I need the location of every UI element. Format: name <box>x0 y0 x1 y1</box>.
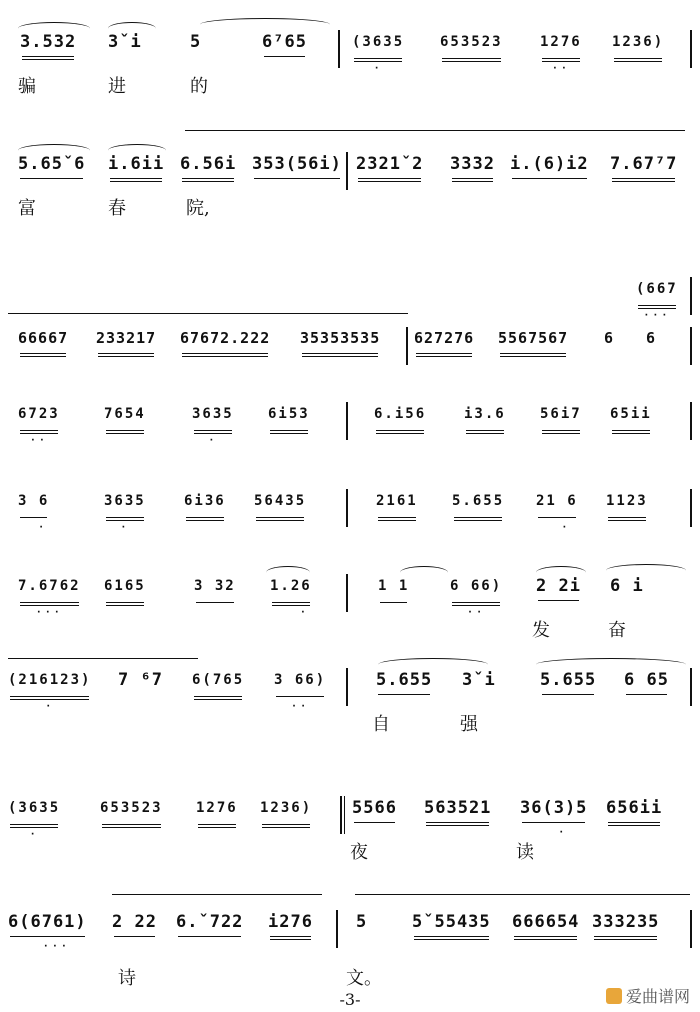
note-group: 1123 <box>606 493 648 509</box>
lyric: 诗 <box>118 968 136 989</box>
bar-line <box>346 668 348 706</box>
note-group: 6.56i <box>180 154 236 174</box>
lyric: 夜 <box>350 842 368 863</box>
bar-line <box>690 327 692 365</box>
note-group: 2 2i <box>536 576 581 596</box>
lyric: 文。 <box>346 968 382 989</box>
note-group: 56i7 <box>540 406 582 422</box>
note-group: 6.i56 <box>374 406 426 422</box>
bar-line <box>346 152 348 190</box>
note-group: 627276 <box>414 329 474 347</box>
note-group: 66667 <box>18 329 68 347</box>
note-group: 6 <box>604 329 615 347</box>
note-group: 6(6761) ··· <box>8 912 87 952</box>
note-group: (216123) · <box>8 672 92 712</box>
note-group: 21 6 · <box>536 493 578 533</box>
note-group: 6 65 <box>624 670 669 690</box>
note-group: 6i36 <box>184 493 226 509</box>
lyric: 院, <box>186 198 210 219</box>
lyric: 读 <box>516 842 534 863</box>
notes-row <box>0 400 700 446</box>
bar-line <box>346 402 348 440</box>
note-group: 5566 <box>352 798 397 818</box>
note-group: 6i53 <box>268 406 310 422</box>
note-group: 6(765 <box>192 672 244 688</box>
note-group: 353(56i) <box>252 154 342 174</box>
note-group: 3635 · <box>104 493 146 533</box>
note-group: 2 22 <box>112 912 157 932</box>
note-group: 5.655 <box>540 670 596 690</box>
note-group: (3635 · <box>352 34 405 74</box>
watermark-text: 爱曲谱网 <box>625 987 690 1006</box>
notes-row <box>0 150 700 190</box>
lyric: 自 <box>372 714 390 735</box>
notes-row <box>0 794 700 840</box>
note-group: 563521 <box>424 798 491 818</box>
bar-line <box>690 277 692 315</box>
lyric: 发 <box>532 620 550 641</box>
note-group: 6⁷65 <box>262 32 307 52</box>
notes-row <box>0 666 700 712</box>
notes-row <box>0 275 700 321</box>
note-group: 7.67⁷7 <box>610 154 677 174</box>
note-group: 3ˇi <box>462 670 496 690</box>
note-group: 3 66) ·· <box>274 672 327 712</box>
note-group: 1276 ·· <box>540 34 582 74</box>
note-group: (667 ··· <box>636 281 678 321</box>
note-group: 233217 <box>96 329 156 347</box>
bar-line <box>690 402 692 440</box>
note-group: i.6ii <box>108 154 164 174</box>
bar-line <box>346 574 348 612</box>
note-group: 653523 <box>440 34 503 50</box>
note-group: 5567567 <box>498 329 568 347</box>
watermark <box>606 984 690 1007</box>
note-group: 5 <box>356 912 368 932</box>
bar-line <box>406 327 408 365</box>
note-group: 5ˇ55435 <box>412 912 491 932</box>
note-group: 3332 <box>450 154 495 174</box>
notes-row <box>0 572 700 618</box>
note-group: 6 66) ·· <box>450 578 503 618</box>
bar-line <box>340 796 342 834</box>
bar-line <box>690 910 692 948</box>
note-group: 1236) <box>260 800 312 816</box>
lyric: 富 <box>18 198 36 219</box>
note-group: 6 i <box>610 576 644 596</box>
note-group: 1236) <box>612 34 664 50</box>
note-group: 7.6762 ··· <box>18 578 81 618</box>
note-group: 333235 <box>592 912 659 932</box>
notes-row <box>0 28 700 74</box>
note-group: i276 <box>268 912 313 932</box>
lyric: 春 <box>108 198 126 219</box>
note-group: 3ˇi <box>108 32 142 52</box>
note-group: 2321ˇ2 <box>356 154 423 174</box>
notes-row <box>0 908 700 952</box>
note-group: 6165 <box>104 578 146 594</box>
note-group: 6 <box>646 329 657 347</box>
note-group: 35353535 <box>300 329 380 347</box>
bar-line <box>690 489 692 527</box>
note-group: 65ii <box>610 406 652 422</box>
note-group: 3.532 <box>20 32 76 52</box>
note-group: 2161 <box>376 493 418 509</box>
note-group: 666654 <box>512 912 579 932</box>
bar-line <box>336 910 338 948</box>
note-group: 6723 ·· <box>18 406 60 446</box>
note-group: 1.26 · <box>270 578 312 618</box>
note-group: 653523 <box>100 800 163 816</box>
bar-line <box>690 668 692 706</box>
music-note-icon <box>606 988 622 1004</box>
bar-line <box>346 489 348 527</box>
lyric: 强 <box>460 714 478 735</box>
note-group: 67672.222 <box>180 329 270 347</box>
note-group: 7654 <box>104 406 146 422</box>
note-group: 6.ˇ722 <box>176 912 243 932</box>
note-group: 3 6 · <box>18 493 50 533</box>
note-group: (3635 · <box>8 800 61 840</box>
note-group: i.(6)i2 <box>510 154 589 174</box>
note-group: 3 32 <box>194 578 236 594</box>
lyric: 的 <box>190 76 208 97</box>
lyric: 奋 <box>608 620 626 641</box>
note-group: 5 <box>190 32 202 52</box>
lyric: 进 <box>108 76 126 97</box>
note-group: 7 ⁶7 <box>118 670 163 690</box>
note-group: 3635 · <box>192 406 234 446</box>
note-group: 1 1 <box>378 578 409 594</box>
notes-row <box>0 487 700 533</box>
note-group: 1276 <box>196 800 238 816</box>
note-group: 36(3)5 · <box>520 798 588 838</box>
note-group: 5.655 <box>376 670 432 690</box>
note-group: 5.655 <box>452 493 504 509</box>
note-group: 656ii <box>606 798 662 818</box>
note-group: 56435 <box>254 493 306 509</box>
note-group: i3.6 <box>464 406 506 422</box>
bar-line <box>690 30 692 68</box>
page-number: -3- <box>339 990 361 1009</box>
notes-row <box>0 325 700 365</box>
lyric: 骗 <box>18 76 36 97</box>
bar-line <box>338 30 340 68</box>
note-group: 5.65ˇ6 <box>18 154 85 174</box>
